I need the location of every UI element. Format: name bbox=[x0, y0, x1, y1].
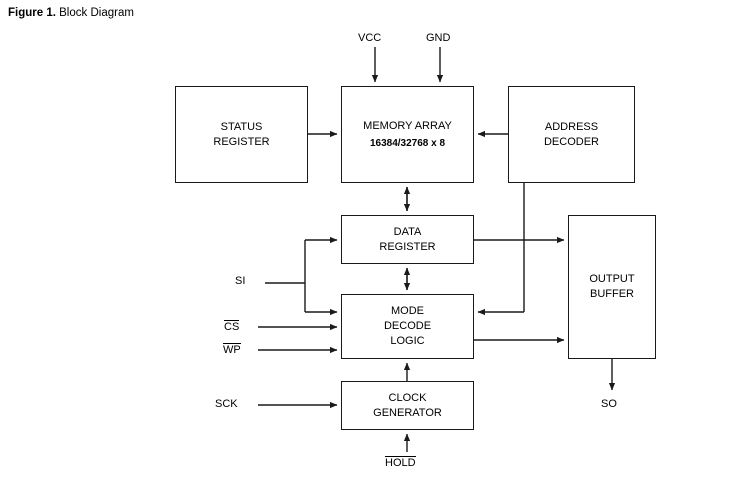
block-mode-decode-logic-line3: LOGIC bbox=[390, 335, 425, 347]
pin-label-vcc: VCC bbox=[358, 32, 382, 44]
block-mode-decode-logic-line1: MODE bbox=[391, 305, 424, 317]
block-memory-array-line1: MEMORY ARRAY bbox=[363, 119, 452, 132]
block-address-decoder bbox=[508, 86, 635, 183]
block-mode-decode-logic-line2: DECODE bbox=[383, 320, 432, 332]
block-mode-decode-logic bbox=[341, 294, 474, 359]
block-memory-array bbox=[341, 86, 474, 183]
block-status-register-line2: REGISTER bbox=[213, 135, 270, 148]
block-clock-generator-line2: GENERATOR bbox=[373, 406, 442, 419]
block-output-buffer-line1: OUTPUT bbox=[589, 273, 635, 285]
block-address-decoder-line1: ADDRESS bbox=[544, 120, 599, 133]
pin-label-sck: SCK bbox=[215, 398, 238, 410]
pin-label-cs-text: CS bbox=[224, 321, 240, 333]
block-memory-array-line2: 16384/32768 x 8 bbox=[369, 137, 446, 149]
block-data-register-line2: REGISTER bbox=[379, 240, 436, 253]
block-output-buffer-line2: BUFFER bbox=[590, 288, 634, 300]
pin-label-cs bbox=[224, 320, 239, 334]
block-clock-generator bbox=[341, 381, 474, 430]
block-output-buffer bbox=[568, 215, 656, 359]
block-status-register-line1: STATUS bbox=[220, 120, 263, 133]
block-data-register-line1: DATA bbox=[393, 225, 422, 238]
pin-label-si: SI bbox=[235, 275, 246, 287]
block-address-decoder-line2: DECODER bbox=[543, 135, 599, 148]
pin-label-gnd: GND bbox=[426, 32, 451, 44]
figure-title: Block Diagram bbox=[59, 7, 134, 19]
block-clock-generator-line1: CLOCK bbox=[388, 391, 427, 404]
pin-label-wp bbox=[223, 343, 241, 357]
block-status-register bbox=[175, 86, 308, 183]
figure-caption bbox=[8, 7, 134, 19]
pin-label-hold bbox=[385, 456, 416, 470]
pin-label-so: SO bbox=[601, 398, 617, 410]
figure-label: Figure 1. bbox=[8, 7, 56, 19]
block-data-register bbox=[341, 215, 474, 264]
pin-label-hold-text: HOLD bbox=[385, 457, 416, 469]
pin-label-wp-text: WP bbox=[223, 344, 241, 356]
